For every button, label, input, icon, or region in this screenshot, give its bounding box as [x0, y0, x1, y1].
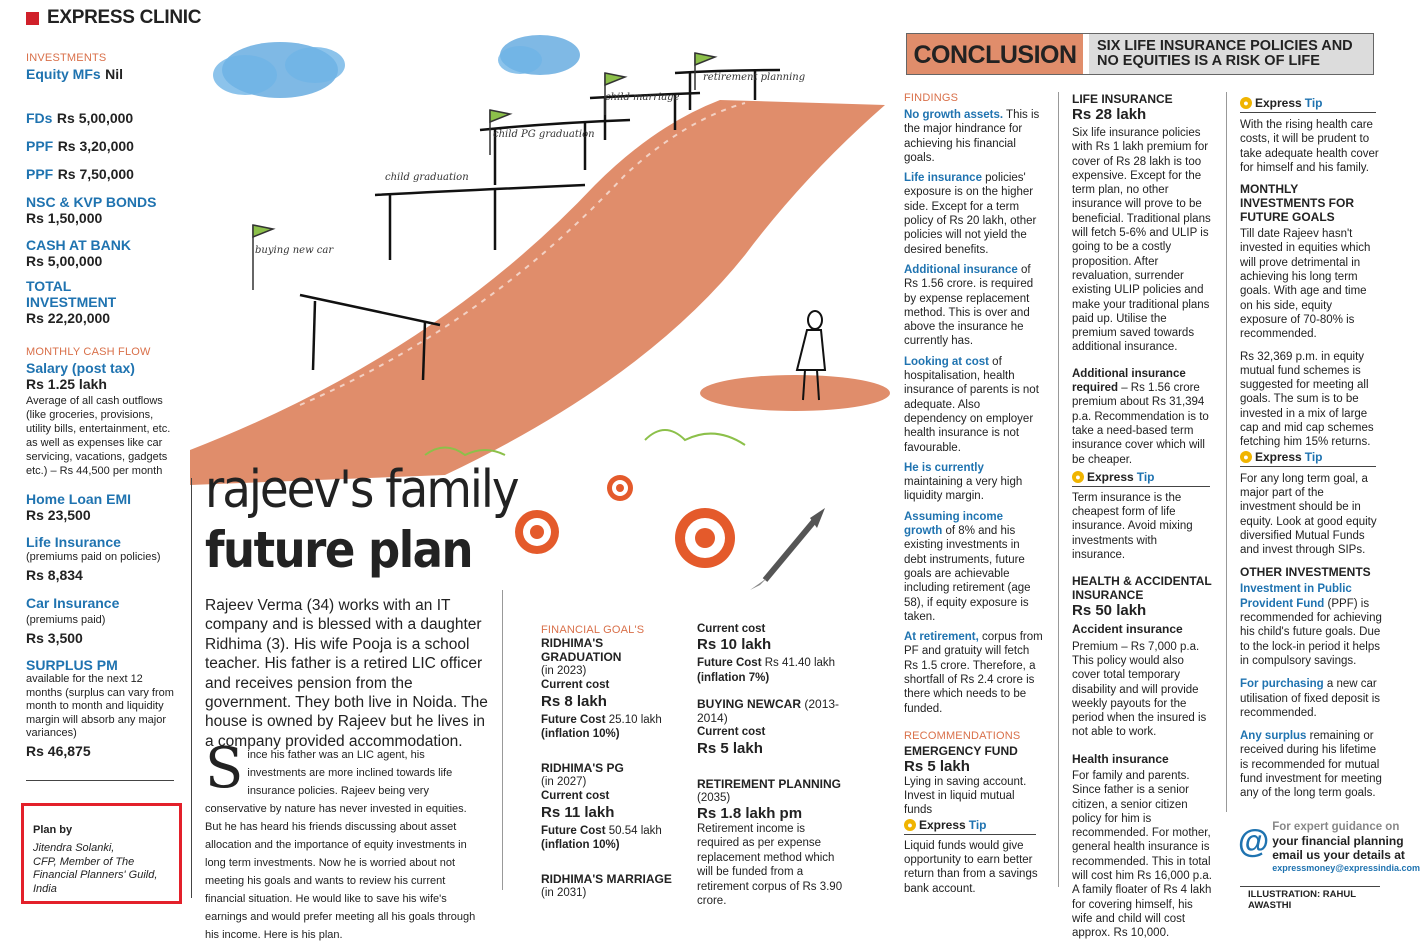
col-divider-2 — [1226, 92, 1227, 812]
findings-col — [904, 92, 1044, 896]
express-tip-4: ● Express Tip — [1240, 450, 1382, 464]
investment-equity: Equity MFs Nil — [26, 66, 124, 82]
other-investments-title: OTHER INVESTMENTS — [1240, 565, 1371, 580]
conclusion-banner — [906, 33, 1374, 75]
investments-label: INVESTMENTS — [26, 52, 107, 64]
life-sub: (premiums paid on policies) — [26, 550, 161, 563]
left-sidebar — [26, 52, 178, 759]
finding-1: No growth assets. This is the major hindrance for achieving his financial goals. — [904, 109, 1040, 164]
finding-2: Life insurance policies' exposure is on the higher side. Except for a term policy of Rs 20 lakh, other policies will not yield the desired benefits. — [904, 172, 1037, 256]
tip-rule-4 — [1240, 466, 1376, 467]
bulb-icon: ● — [1240, 451, 1252, 463]
monthly-investments-text-2: Rs 32,369 p.m. in equity mutual fund schemes is suggested for meeting all goals. The sum is to be invested in a mix of large cap and mid cap schemes fetching him 15% returns. — [1240, 350, 1374, 449]
flag-label-car: buying new car — [255, 245, 334, 256]
at-icon: @ — [1238, 823, 1270, 859]
target-icon — [515, 510, 559, 554]
additional-insurance: Additional insurance required – Rs 1.56 crore premium about Rs 31,394 p.a. Recommendation is to take a need-based term insurance cover which will be cheaper. — [1072, 367, 1209, 466]
investment-ppf-1: PPF Rs 3,20,000 — [26, 138, 134, 154]
dart-icon — [750, 508, 825, 590]
express-tip-2: ● Express Tip — [1072, 470, 1212, 484]
life-label: Life Insurance — [26, 533, 121, 550]
goal-marriage-cc: Rs 10 lakh — [697, 636, 772, 654]
goal-graduation-cc: Rs 8 lakh — [541, 692, 607, 710]
life-insurance-title: LIFE INSURANCE — [1072, 92, 1173, 106]
insurance-col — [1072, 92, 1212, 941]
investment-ppf-2: PPF Rs 7,50,000 — [26, 166, 134, 182]
car-value: Rs 3,500 — [26, 630, 83, 647]
title-line-2: future plan — [205, 521, 472, 579]
goal-graduation-fc: Future Cost 25.10 lakh — [541, 713, 662, 726]
goal-retirement-cc: Rs 1.8 lakh pm — [697, 805, 803, 823]
salary-label: Salary (post tax) — [26, 360, 135, 376]
tip-rule-2 — [1072, 486, 1210, 487]
salary-value: Rs 1.25 lakh — [26, 376, 107, 392]
dropcap: S — [205, 736, 244, 801]
story — [205, 736, 483, 943]
header-square-icon — [26, 12, 39, 25]
target-icon-small — [607, 475, 633, 501]
finding-5: He is currently maintaining a very high liquidity margin. — [904, 461, 1023, 503]
left-divider — [26, 780, 174, 781]
header — [26, 7, 201, 29]
flag-label-graduation: child graduation — [385, 172, 469, 183]
goal-car-cc: Rs 5 lakh — [697, 739, 763, 757]
goal-graduation-infl: (inflation 10%) — [541, 727, 620, 740]
cashflow-label: MONTHLY CASH FLOW — [26, 346, 151, 358]
story-divider — [502, 590, 503, 890]
goal-pg-cc-label: Current cost — [541, 790, 610, 803]
cloud-icon — [213, 42, 345, 98]
conclusion-headline: SIX LIFE INSURANCE POLICIES AND NO EQUITIES IS A RISK OF LIFE — [1083, 34, 1373, 74]
goal-pg-year: (in 2027) — [541, 776, 587, 789]
emergency-fund-text: Lying in saving account. Invest in liquid mutual funds — [904, 775, 1027, 817]
life-insurance-text: Six life insurance policies with Rs 1 lakh premium for cover of Rs 28 lakh is too expensive. Except for the term plan, no other insurance will prove to be beneficial. Traditional plans will fetch 5-6% and ULIP is going to be a costly proposition. After revaluation, surrender existing ULIP policies and make your traditional plans paid up. Utilise the premium saved towards additional insurance. — [1072, 127, 1211, 354]
monthly-investments-text: Till date Rajeev hasn't invested in equities which will prove detrimental in achieving his long term goals. With age and time on his side, equity exposure of 70-80% is recommended. — [1240, 228, 1371, 341]
term-tip: Term insurance is the cheapest form of life insurance. Avoid mixing investments with insurance. — [1072, 491, 1193, 562]
bulb-icon: ● — [1072, 471, 1084, 483]
bulb-icon: ● — [904, 819, 916, 831]
contact-line-2: your financial planning — [1272, 834, 1404, 848]
tip-rule-1 — [904, 834, 1036, 835]
finding-4: Looking at cost of hospitalisation, health insurance of parents is not adequate. Also dependency on employer health insurance is not favourable. — [904, 355, 1039, 454]
surplus-value: Rs 46,875 — [26, 742, 91, 759]
investment-cash: CASH AT BANK Rs 5,00,000 — [26, 237, 131, 269]
investments-col — [1240, 96, 1382, 801]
goal-pg-infl: (inflation 10%) — [541, 839, 620, 852]
car-label: Car Insurance — [26, 594, 120, 611]
finding-6: Assuming income growth of 8% and his existing investments in debt instruments, future goals are achievable including retirement (age 58), if equity exposure is taken. — [904, 510, 1031, 623]
goal-retirement-title: RETIREMENT PLANNING — [697, 776, 841, 791]
emergency-fund-title: EMERGENCY FUND — [904, 743, 1018, 758]
plan-by-label: Plan by — [33, 824, 73, 836]
credit-rule — [1240, 886, 1380, 887]
investment-fds: FDs Rs 5,00,000 — [26, 110, 134, 126]
life-insurance-amt: Rs 28 lakh — [1072, 106, 1147, 123]
header-title: EXPRESS CLINIC — [47, 7, 202, 28]
finding-3: Additional insurance of Rs 1.56 crore. is required by expense replacement method. This is over and above the insurance he currently has. — [904, 263, 1034, 348]
title-line-1: rajeev's family — [205, 460, 518, 520]
road — [190, 100, 885, 485]
salary-note: Average of all cash outflows (like groceries, provisions, utility bills, entertainment, etc. as well as expenses like car servicing, vacations, gadgets etc.) – Rs 44,500 per month — [26, 395, 171, 478]
goal-marriage-cc-label: Current cost — [697, 623, 766, 635]
goal-marriage-year: (in 2031) — [541, 887, 587, 900]
emergency-fund-tip: Liquid funds would give opportunity to earn better return than from a savings bank account. — [904, 839, 1038, 895]
story-text: ince his father was an LIC agent, his investments are more inclined towards life insurance policies. Rajeev being very conservative by nature has never invested in equities. But he has heard his friends discussing about asset allocation and the importance of equity investments in long term investments. Now he is worried about not meeting his goals and wants to review his current financial situation. He would like to save his wife's earnings and would prefer meeting all his goals through his income. Here is his plan. — [205, 749, 476, 941]
goal-car-title: BUYING NEWCAR (2013-2014) — [697, 696, 840, 726]
contact-line-3: email us your details at — [1272, 848, 1405, 862]
bulb-icon: ● — [1240, 97, 1252, 109]
goals-col-b — [697, 622, 857, 909]
plan-by-box — [21, 803, 182, 904]
goal-retirement-year: (2035) — [697, 791, 731, 804]
recommendations-label: RECOMMENDATIONS — [904, 729, 1021, 742]
surplus-sub: available for the next 12 months (surplus can vary from month to month and liquidity margin will absorb any major variances) — [26, 673, 174, 740]
investment-nsc: NSC & KVP BONDS Rs 1,50,000 — [26, 194, 157, 226]
goals-label: FINANCIAL GOAL'S — [541, 624, 645, 636]
equity-tip: For any long term goal, a major part of the investment should be in equity. Look at good equity diversified Mutual Funds and invest through SIPs. — [1240, 472, 1377, 557]
targets-illustration — [505, 470, 835, 620]
goals-col-a — [541, 624, 681, 901]
accident-text: Premium – Rs 7,000 p.a. This policy would also cover total temporary disability and will provide weekly payouts for the period when the insured is not able to work. — [1072, 640, 1207, 739]
car-sub: (premiums paid) — [26, 613, 106, 626]
illustration-credit: ILLUSTRATION: RAHUL AWASTHI — [1248, 889, 1356, 911]
intro-text: Rajeev Verma (34) works with an IT company and is blessed with a daughter Ridhima (3). His wife Pooja is a school teacher. His father is a retired LIC officer and receives pension from the government. They both live in Noida. The house is owned by Rajeev but he lives in a company provided accommodation. — [205, 597, 488, 750]
express-tip-1: ● Express Tip — [904, 818, 1044, 832]
planner-name: Jitendra Solanki, — [33, 842, 115, 854]
health-tip: With the rising health care costs, it will be prudent to take adequate health cover for himself and his family. — [1240, 119, 1379, 174]
title-divider — [191, 478, 192, 898]
flag-label-pg: child PG graduation — [493, 129, 595, 140]
health-accidental-amt: Rs 50 lakh — [1072, 602, 1147, 620]
accident-title: Accident insurance — [1072, 622, 1183, 637]
contact-box — [1238, 820, 1420, 875]
emergency-fund-amt: Rs 5 lakh — [904, 757, 970, 775]
monthly-investments-title: MONTHLY INVESTMENTS FOR FUTURE GOALS — [1240, 182, 1355, 225]
finding-7: At retirement, corpus from PF and gratuity will fetch Rs 1.5 crore. Therefore, a shortfall of Rs 2.4 crore is there which needs to be funded. — [904, 631, 1043, 715]
flag-label-retirement: retirement planning — [703, 72, 806, 83]
goal-pg-fc: Future Cost 50.54 lakh — [541, 824, 662, 837]
life-value: Rs 8,834 — [26, 566, 83, 583]
emi-label: Home Loan EMI — [26, 490, 132, 507]
contact-email[interactable]: expressmoney@expressindia.com — [1272, 863, 1420, 873]
goal-marriage-title: RIDHIMA'S MARRIAGE — [541, 872, 672, 887]
conclusion-label: CONCLUSION — [907, 34, 1083, 74]
col-divider-1 — [1058, 92, 1059, 887]
orange-pond — [700, 375, 890, 411]
road-illustration — [185, 25, 890, 485]
cloud-icon-small — [498, 35, 580, 75]
other-investment-2: For purchasing a new car utilisation of fixed deposit is recommended. — [1240, 678, 1380, 719]
findings-label: FINDINGS — [904, 92, 959, 104]
goal-car-cc-label: Current cost — [697, 726, 766, 739]
health-title: Health insurance — [1072, 751, 1169, 766]
flag-label-marriage: child marriage — [605, 92, 680, 103]
contact-line-1: For expert guidance on — [1272, 821, 1400, 833]
other-investment-1: Investment in Public Provident Fund (PPF) is recommended for achieving his child's future goals. Due to the lock-in period it helps in compulsory savings. — [1240, 583, 1382, 667]
planner-title: CFP, Member of The Financial Planners' Guild, India — [33, 855, 158, 895]
emi-value: Rs 23,500 — [26, 506, 91, 523]
goal-retirement-text: Retirement income is required as per expense replacement method which will be funded from a retirement corpus of Rs 3.90 crore. — [697, 823, 843, 908]
goal-pg-title: RIDHIMA'S PG — [541, 761, 624, 776]
health-text: For family and parents. Since father is a senior citizen, a senior citizen policy for him is recommended. For mother, general health insurance is recommended. This in total will cost him Rs 16,000 p.a. A family floater of Rs 4 lakh for covering himself, his wife and child will cost approx. Rs 10,000. — [1072, 769, 1212, 940]
investment-total: TOTAL INVESTMENT Rs 22,20,000 — [26, 278, 117, 326]
goal-graduation-title: RIDHIMA'S GRADUATION — [541, 636, 622, 664]
express-tip-3: ● Express Tip — [1240, 96, 1382, 110]
goal-graduation-cc-label: Current cost — [541, 679, 610, 692]
article-title — [205, 460, 518, 580]
health-accidental-title: HEALTH & ACCIDENTAL INSURANCE — [1072, 574, 1212, 603]
goal-pg-cc: Rs 11 lakh — [541, 803, 615, 821]
other-investment-3: Any surplus remaining or received during his lifetime is recommended for mutual fund investment for meeting any of the long term goals. — [1240, 730, 1382, 800]
target-icon-large — [675, 508, 735, 568]
goal-marriage-infl: (inflation 7%) — [697, 671, 770, 684]
goal-marriage-fc: Future Cost Rs 41.40 lakh — [697, 657, 836, 670]
surplus-label: SURPLUS PM — [26, 657, 118, 674]
tip-rule-3 — [1240, 112, 1376, 113]
goal-graduation-year: (in 2023) — [541, 665, 587, 677]
